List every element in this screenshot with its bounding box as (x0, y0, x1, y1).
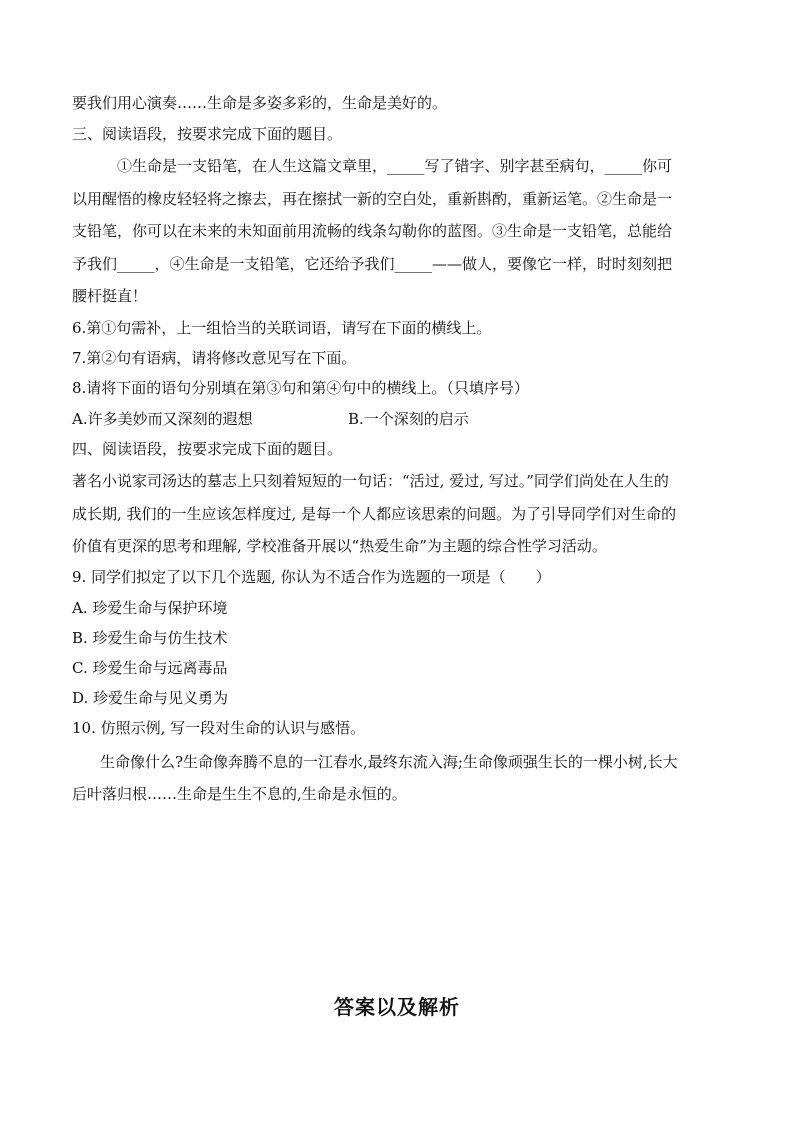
example-text: 后叶落归根……生命是生生不息的,生命是永恒的。 (72, 785, 407, 803)
option-a: A.许多美妙而又深刻的遐想 (72, 410, 253, 428)
text-line: 支铅笔，你可以在未来的未知面前用流畅的线条勾勒你的蓝图。③生命是一支铅笔，总能给 (72, 222, 673, 240)
question: 6.第①句需补，上一组恰当的关联词语，请写在下面的横线上。 (72, 319, 492, 337)
text-line: 要我们用心演奏……生命是多姿多彩的，生命是美好的。 (72, 94, 448, 112)
text-line: 价值有更深的思考和理解, 学校准备开展以“热爱生命”为主题的综合性学习活动。 (72, 537, 607, 555)
example-text: 生命像什么?生命像奔腾不息的一江春水,最终东流入海;生命像顽强生长的一棵小树,长大 (100, 753, 678, 771)
option-b: B. 珍爱生命与仿生技术 (72, 629, 228, 647)
question: 10. 仿照示例, 写一段对生命的认识与感悟。 (72, 719, 366, 737)
text-line: ①生命是一支铅笔，在人生这篇文章里，_____写了错字、别字甚至病句，_____你可 (117, 157, 673, 175)
question: 9. 同学们拟定了以下几个选题, 你认为不适合作为选题的一项是（ ） (72, 568, 551, 586)
option-a: A. 珍爱生命与保护环境 (72, 599, 228, 617)
text-line: 成长期, 我们的一生应该怎样度过, 是每一个人都应该思索的问题。为了引导同学们对生命的 (72, 505, 677, 523)
text-line: 著名小说家司汤达的墓志上只刻着短短的一句话：“活过, 爱过, 写过。”同学们尚处在人生的 (72, 472, 669, 490)
option-c: C. 珍爱生命与远离毒品 (72, 659, 228, 677)
section-heading: 三、阅读语段，按要求完成下面的题目。 (72, 125, 343, 143)
option-b: B.一个深刻的启示 (348, 410, 469, 428)
answer-heading: 答案以及解析 (334, 995, 460, 1019)
text-line: 予我们_____，④生命是一支铅笔，它还给予我们_____——做人，要像它一样，时时刻刻把 (72, 255, 673, 273)
option-d: D. 珍爱生命与见义勇为 (72, 689, 229, 707)
question: 8.请将下面的语句分别填在第③句和第④句中的横线上。（只填序号） (72, 379, 529, 397)
question: 7.第②句有语病，请将修改意见写在下面。 (72, 349, 357, 367)
text-line: 腰杆挺直！ (72, 287, 148, 305)
text-line: 以用醒悟的橡皮轻轻将之擦去，再在擦拭一新的空白处，重新斟酌，重新运笔。②生命是一 (72, 190, 673, 208)
section-heading: 四、阅读语段，按要求完成下面的题目。 (72, 440, 343, 458)
